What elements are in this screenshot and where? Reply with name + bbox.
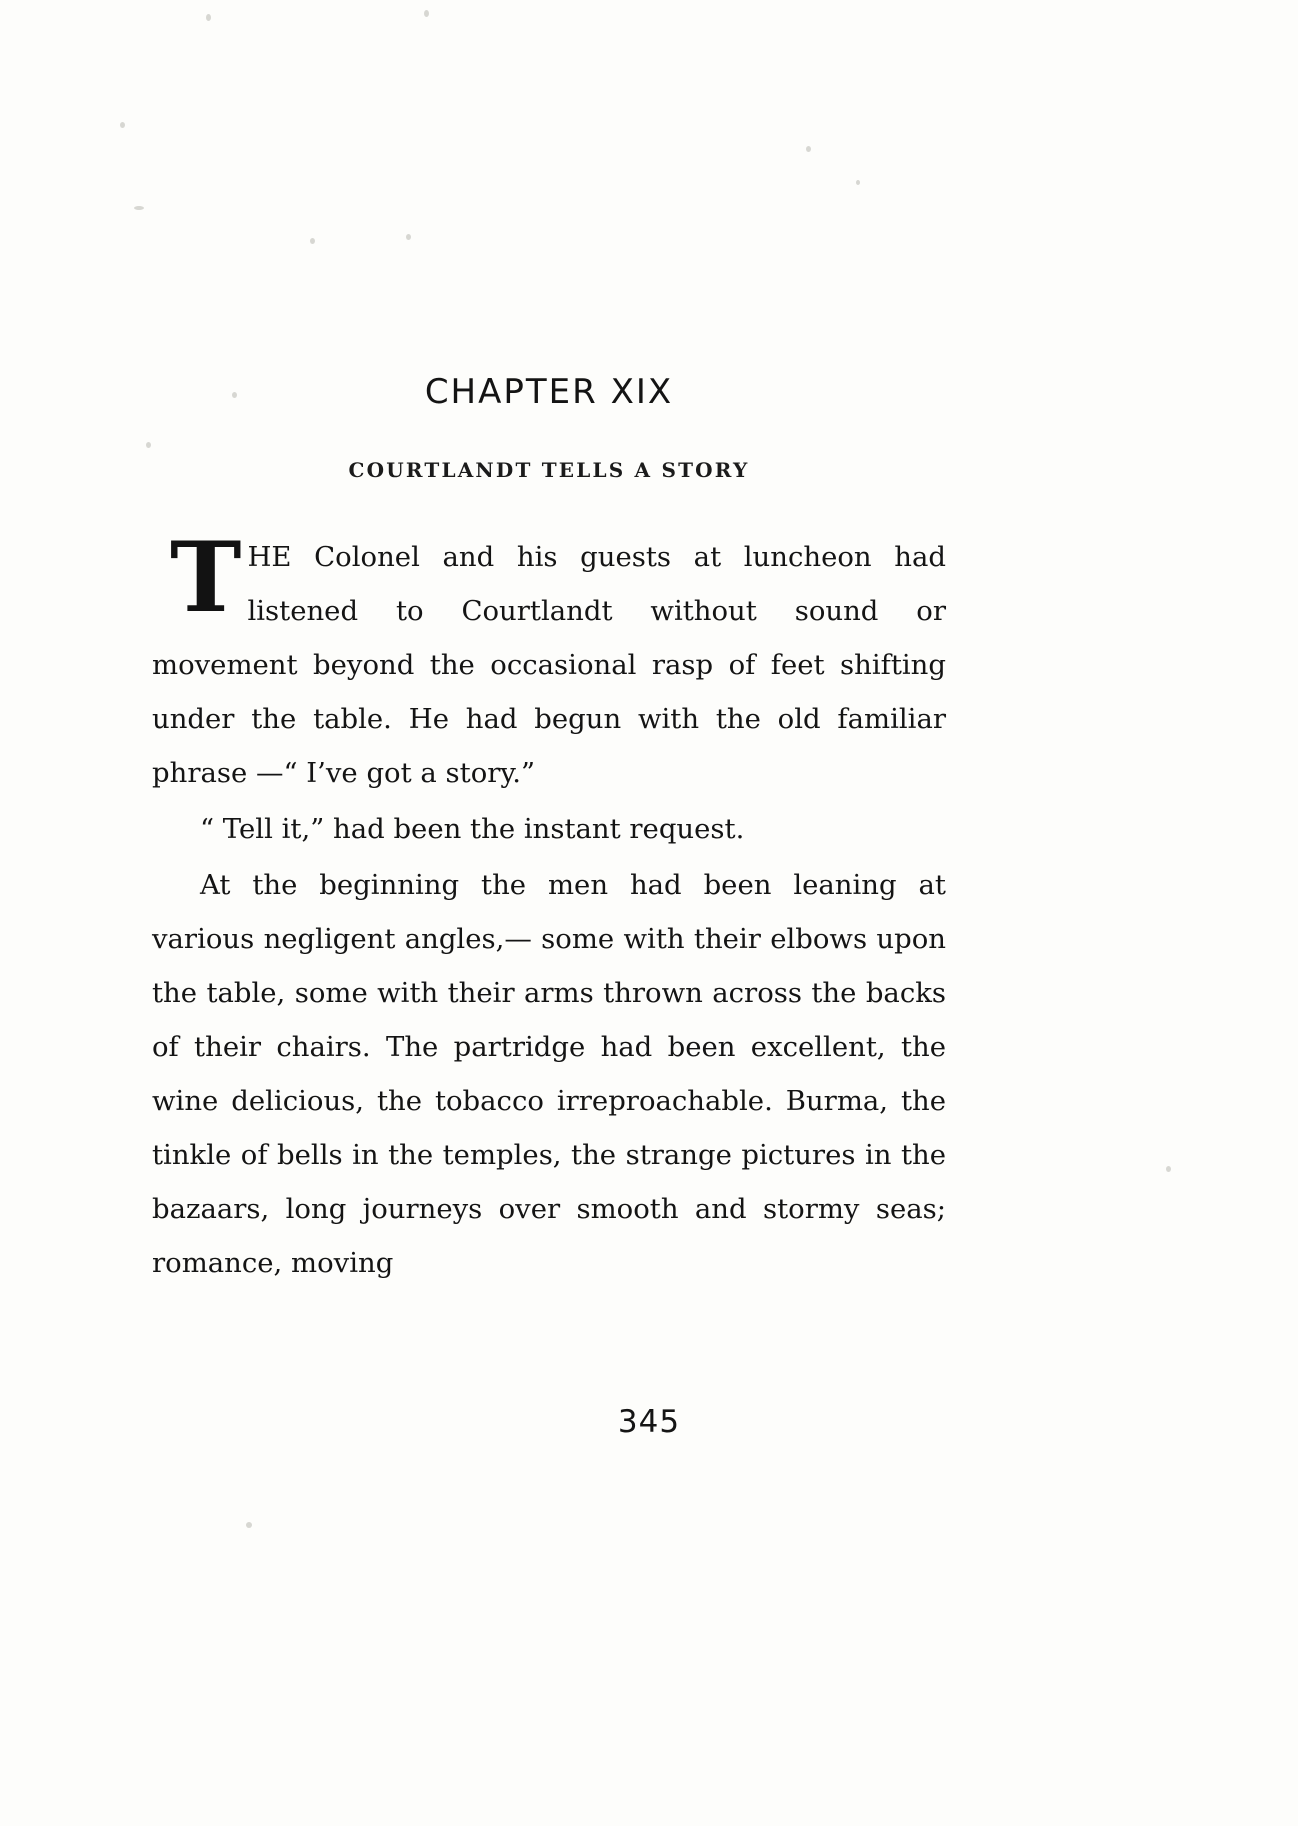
- paragraph: “ Tell it,” had been the instant request.: [200, 813, 745, 845]
- scan-speck: [1166, 1166, 1171, 1172]
- chapter-title: CHAPTER XIX: [424, 372, 674, 412]
- page-content: [152, 372, 946, 1292]
- scan-speck: [856, 180, 860, 185]
- body-text: [152, 521, 946, 1290]
- chapter-subtitle: COURTLANDT TELLS A STORY: [348, 458, 750, 482]
- scan-speck: [424, 10, 429, 17]
- drop-cap: T: [170, 521, 242, 634]
- paragraph: At the beginning the men had been leaning at various negligent angles,— some with their elbows upon the table, some with their arms thrown across the backs of their chairs. The partridge had been excellent, the wine delicious, the tobacco irreproachable. Burma, the tinkle of bells in the temples, the strange pictures in the bazaars, long journeys over smooth and stormy seas; romance, moving: [152, 869, 946, 1279]
- page-number: 345: [617, 1404, 681, 1440]
- scan-speck: [134, 206, 144, 210]
- scan-speck: [120, 122, 125, 128]
- scan-speck: [206, 14, 211, 21]
- scan-speck: [146, 442, 151, 448]
- scan-speck: [406, 234, 411, 240]
- scan-speck: [310, 238, 315, 244]
- paragraph-text: HE Colonel and his guests at luncheon had listened to Courtlandt without sound or movement beyond the occasional rasp of feet shifting under the table. He had begun with the old familiar phrase —“ I’ve got a story.”: [152, 541, 946, 789]
- scan-speck: [246, 1522, 252, 1528]
- scan-speck: [806, 146, 811, 152]
- paragraph-first: [152, 521, 946, 800]
